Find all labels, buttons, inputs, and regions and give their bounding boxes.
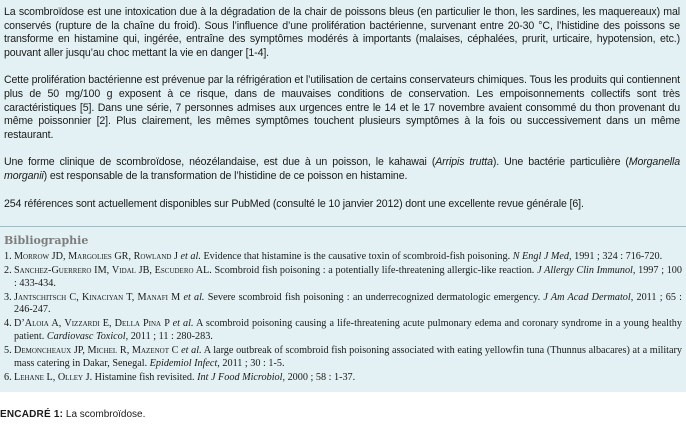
reference-text <box>14 265 682 290</box>
author-name: Kinaciyan <box>82 291 124 303</box>
paragraph-text: Cette prolifération bactérienne est prévenue par la réfrigération et l’utilisation de certains conservateurs chimiques. Tous les produits qui contiennent plus de 50 mg/100 g exposent à ce risque, dans de mauvaises conditions de conservation. Les empoisonnements collectifs sont très caractéristiques [5]. Dans une série, 7 personnes admises aux urgences entre le 14 et le 17 novembre avaient consommé du thon provenant du même poissonnier [2]. Plus clairement, les mêmes symptômes touchent plusieurs symptômes à la fois ou successivement dans un même restaurant. <box>4 74 680 141</box>
reference-number: 5. <box>4 345 12 357</box>
author-name: Jantschitsch <box>14 291 67 303</box>
reference-item <box>4 265 682 290</box>
box-paragraph <box>4 6 680 60</box>
bibliography-divider <box>0 226 686 227</box>
author-name: Della Pina <box>114 318 162 330</box>
reference-segment: L, <box>43 371 58 383</box>
reference-text <box>14 251 682 264</box>
reference-segment: J <box>171 251 181 262</box>
paragraph-text: 254 références sont actuellement disponibles sur PubMed (consulté le 10 janvier 2012) dont une excellente revue générale [6]. <box>4 197 584 210</box>
figure-caption <box>0 409 145 420</box>
reference-segment: R, <box>117 345 132 357</box>
reference-list <box>4 251 682 386</box>
reference-segment: A, <box>48 318 65 330</box>
reference-segment: , 2011 ; 65 : 246-247. <box>14 291 682 316</box>
author-name: Morrow <box>14 251 50 262</box>
italic-text: Int J Food Microbiol <box>197 371 283 383</box>
reference-segment: IM, <box>91 265 112 277</box>
reference-number: 6. <box>4 371 12 383</box>
reference-number: 2. <box>4 265 12 277</box>
reference-number: 1. <box>4 251 12 262</box>
box-paragraph <box>4 74 680 142</box>
caption-label: ENCADRÉ 1: <box>0 409 64 420</box>
author-name: Escudero <box>154 265 194 277</box>
author-name: Demoncheaux <box>14 345 72 357</box>
reference-segment: , 1997 ; 100 : 433-434. <box>14 265 682 289</box>
reference-segment: T, <box>123 291 138 303</box>
reference-number: 3. <box>4 291 12 303</box>
author-name: Vizzardi <box>64 318 100 330</box>
reference-segment: , 1991 ; 324 : 716-720. <box>569 251 663 262</box>
author-name: Vidal <box>111 265 136 277</box>
paragraph-text: ) est responsable de la transformation de l’histidine de ce poisson en histamine. <box>43 169 408 182</box>
reference-segment: E, <box>99 318 115 330</box>
italic-term: Morganella morganii <box>4 156 680 182</box>
italic-term: Arripis trutta <box>435 156 493 169</box>
italic-text: et al. <box>180 251 201 262</box>
reference-segment: JB, <box>135 265 155 277</box>
reference-segment: , 2011 ; 30 : 1-5. <box>217 357 285 369</box>
reference-segment: C <box>168 345 182 357</box>
italic-text: et al. <box>181 345 202 357</box>
reference-segment: Evidence that histamine is the causative toxin of scombroid-fish poisoning. <box>200 251 513 262</box>
author-name: D’Aloia <box>14 318 49 330</box>
author-name: Lehane <box>14 371 44 383</box>
reference-segment: AL. Scombroid fish poisoning : a potentially life-threatening allergic-like reaction. <box>193 265 538 277</box>
reference-item <box>4 372 682 385</box>
reference-segment: , 2000 ; 58 : 1-37. <box>282 371 356 383</box>
reference-segment: Severe scombroid fish poisoning : an underrecognized dermatologic emergency. <box>204 291 544 303</box>
reference-segment: A large outbreak of scombroid fish poisoning associated with eating yellowfin tuna (Thunnus albacares) at a military mass catering in Dakar, Senegal. <box>14 345 683 369</box>
author-name: Manafi <box>137 291 168 303</box>
reference-text <box>14 372 682 385</box>
author-name: Mazenot <box>131 345 169 357</box>
reference-segment: , 2011 ; 11 : 280-283. <box>125 331 213 343</box>
reference-text <box>14 345 682 370</box>
reference-item <box>4 318 682 343</box>
reference-segment: P <box>161 318 173 330</box>
reference-segment: M <box>167 291 184 303</box>
reference-text <box>14 292 682 317</box>
reference-segment: A scombroid poisoning causing a life-threatening acute pulmonary edema and coronary syndrome in a young healthy patient. <box>14 318 682 343</box>
italic-text: Epidemiol Infect <box>149 357 218 369</box>
author-name: Rowland <box>133 251 172 262</box>
author-name: Michel <box>87 345 118 357</box>
author-name: Olley <box>57 371 84 383</box>
reference-segment: JD, <box>49 251 69 262</box>
caption-text: La scombroïdose. <box>63 409 146 420</box>
reference-item <box>4 251 682 264</box>
bibliography-title: Bibliographie <box>4 234 89 247</box>
paragraph-text: La scombroïdose est une intoxication due à la dégradation de la chair de poissons bleus (en particulier le thon, les sardines, les maquereaux) mal conservés (rupture de la chaîne du froid). Sous l’influence d’une prolifération bactérienne, survenant entre 20-30 °C, l’histidine des poissons se transforme en histamine qui, ingérée, entraîne des symptômes modérés à importants (malaises, céphalées, prurit, urticaire, hypotension, etc.) pouvant aller jusqu’au choc mettant la vie en danger [1-4]. <box>4 6 680 59</box>
reference-segment: J. Histamine fish revisited. <box>83 371 198 383</box>
reference-text <box>14 318 682 343</box>
reference-segment: JP, <box>71 345 88 357</box>
italic-text: Cardiovasc Toxicol <box>46 331 126 343</box>
italic-text: J Am Acad Dermatol <box>543 291 631 303</box>
reference-segment: C, <box>66 291 82 303</box>
box-paragraphs <box>4 6 686 211</box>
reference-item <box>4 345 682 370</box>
paragraph-text: ). Une bactérie particulière ( <box>492 156 629 169</box>
reference-number: 4. <box>4 318 12 330</box>
reference-item <box>4 292 682 317</box>
paragraph-text: Une forme clinique de scombroïdose, néozélandaise, est due à un poisson, le kahawai ( <box>4 156 436 169</box>
author-name: Sanchez-Guerrero <box>14 265 92 277</box>
italic-text: et al. <box>172 318 194 330</box>
box-paragraph <box>4 156 680 183</box>
italic-text: N Engl J Med <box>512 251 570 262</box>
box-paragraph <box>4 198 680 212</box>
author-name: Margolies <box>68 251 112 262</box>
italic-text: et al. <box>183 291 205 303</box>
italic-text: J Allergy Clin Immunol <box>537 265 633 277</box>
reference-segment: GR, <box>111 251 134 262</box>
